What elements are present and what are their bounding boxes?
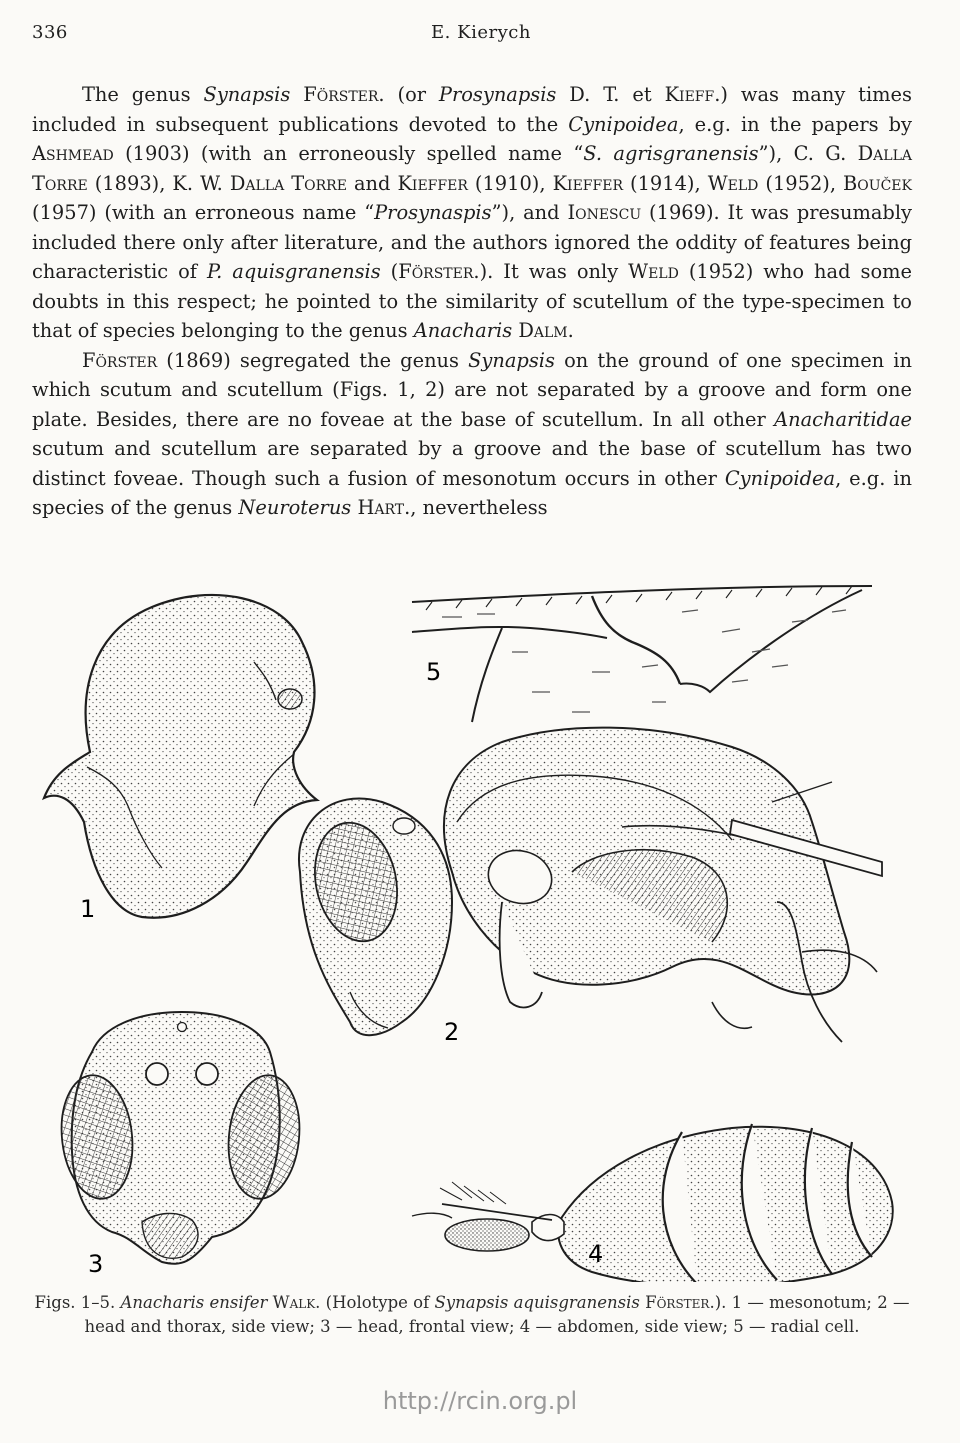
figure-2-label: 2 bbox=[444, 1018, 460, 1046]
source-watermark[interactable]: http://rcin.org.pl bbox=[382, 1387, 578, 1415]
figure-5-label: 5 bbox=[426, 658, 442, 686]
small-caps-name: Hart. bbox=[357, 496, 411, 519]
italic-term: Anacharitidae bbox=[774, 407, 912, 431]
paragraph: The genus Synapsis Förster. (or Prosynapsis D. T. et Kieff.) was many times included in subsequent publications devoted to the Cynipoidea, e.g. in the papers by Ashmead (1903) (with an erroneously spelled name “S. agrisgranensis”), C. G. Dalla Torre (1893), K. W. Dalla Torre and Kieffer (1910), Kieffer (1914), Weld (1952), Bouček (1957) (with an erroneous name “Prosynaspis”), and Ionescu (1969). It was presumably included there only after literature, and the authors ignored the oddity of features being characteristic of P. aquisgranensis (Förster.). It was only Weld (1952) who had some doubts in this respect; he pointed to the similarity of scutellum of the type-specimen to that of species belonging to the genus Anacharis Dalm. bbox=[32, 83, 913, 342]
paragraph: Förster (1869) segregated the genus Synapsis on the ground of one specimen in which scutum and scutellum (Figs. 1, 2) are not separated by a groove and form one plate. Besides, there are no foveae at the base of scutellum. In all other Anacharitidae scutum and scutellum are separated by a groove and the base of scutellum has two distinct foveae. Though such a fusion of mesonotum occurs in other Cynipoidea, e.g. in species of the genus Neuroterus Hart., nevertheless bbox=[32, 348, 912, 519]
body-text bbox=[32, 80, 912, 523]
figure-3-label: 3 bbox=[88, 1250, 104, 1278]
figure-plate bbox=[32, 572, 912, 1282]
page-number: 336 bbox=[32, 22, 68, 43]
small-caps-name: Dalla Torre bbox=[32, 142, 912, 195]
italic-term: Anacharis bbox=[413, 319, 513, 342]
small-caps-name: Förster. bbox=[645, 1293, 715, 1312]
figure-2-head-thorax-drawing bbox=[299, 728, 882, 1042]
small-caps-name: Kieffer bbox=[397, 171, 468, 195]
figure-1-label: 1 bbox=[80, 895, 96, 923]
running-header bbox=[32, 22, 930, 46]
italic-term: Cynipoidea bbox=[724, 466, 836, 490]
small-caps-name: Förster bbox=[82, 348, 158, 372]
small-caps-name: Weld bbox=[707, 171, 759, 195]
figure-5-radial-cell-drawing bbox=[412, 586, 872, 722]
figure-caption: Figs. 1–5. Anacharis ensifer Walk. (Holotype of Synapsis aquisgranensis Förster.). 1 — mesonotum; 2 — head and thorax, side view; 3 — head, frontal view; 4 — abdomen, side view; 5 — radial cell. bbox=[34, 1293, 910, 1336]
small-caps-name: Kieff. bbox=[664, 83, 721, 106]
italic-term: Cynipoidea bbox=[568, 112, 679, 136]
specimen-drawings bbox=[32, 572, 912, 1282]
figure-4-abdomen-drawing bbox=[412, 1124, 893, 1282]
italic-term: Synapsis bbox=[203, 83, 291, 106]
italic-term: Prosynapsis bbox=[438, 83, 557, 106]
italic-term: Synapsis aquisgranensis bbox=[434, 1293, 640, 1312]
figure-3-head-frontal-drawing bbox=[56, 1012, 306, 1264]
small-caps-name: Ashmead bbox=[32, 142, 114, 165]
running-head-author: E. Kierych bbox=[431, 22, 531, 43]
italic-term: Anacharis ensifer bbox=[120, 1293, 268, 1312]
figure-4-label: 4 bbox=[588, 1240, 604, 1268]
italic-term: Neuroterus bbox=[238, 496, 352, 519]
small-caps-name: Förster. bbox=[303, 83, 385, 106]
italic-term: Synapsis bbox=[468, 348, 555, 372]
small-caps-name: Förster. bbox=[398, 260, 480, 283]
small-caps-name: Weld bbox=[628, 260, 679, 283]
italic-term: P. aquisgranensis bbox=[206, 260, 381, 283]
italic-term: S. agrisgranensis bbox=[583, 142, 759, 165]
small-caps-name: Dalm. bbox=[518, 319, 574, 342]
small-caps-name: Kieffer bbox=[552, 171, 623, 195]
italic-term: Prosynaspis bbox=[374, 201, 492, 224]
small-caps-name: Walk. bbox=[272, 1293, 321, 1312]
small-caps-name: Bouček bbox=[843, 171, 912, 195]
figure-1-mesonotum-drawing bbox=[44, 595, 317, 918]
small-caps-name: Ionescu bbox=[567, 201, 642, 224]
small-caps-name: Dalla Torre bbox=[229, 171, 347, 195]
